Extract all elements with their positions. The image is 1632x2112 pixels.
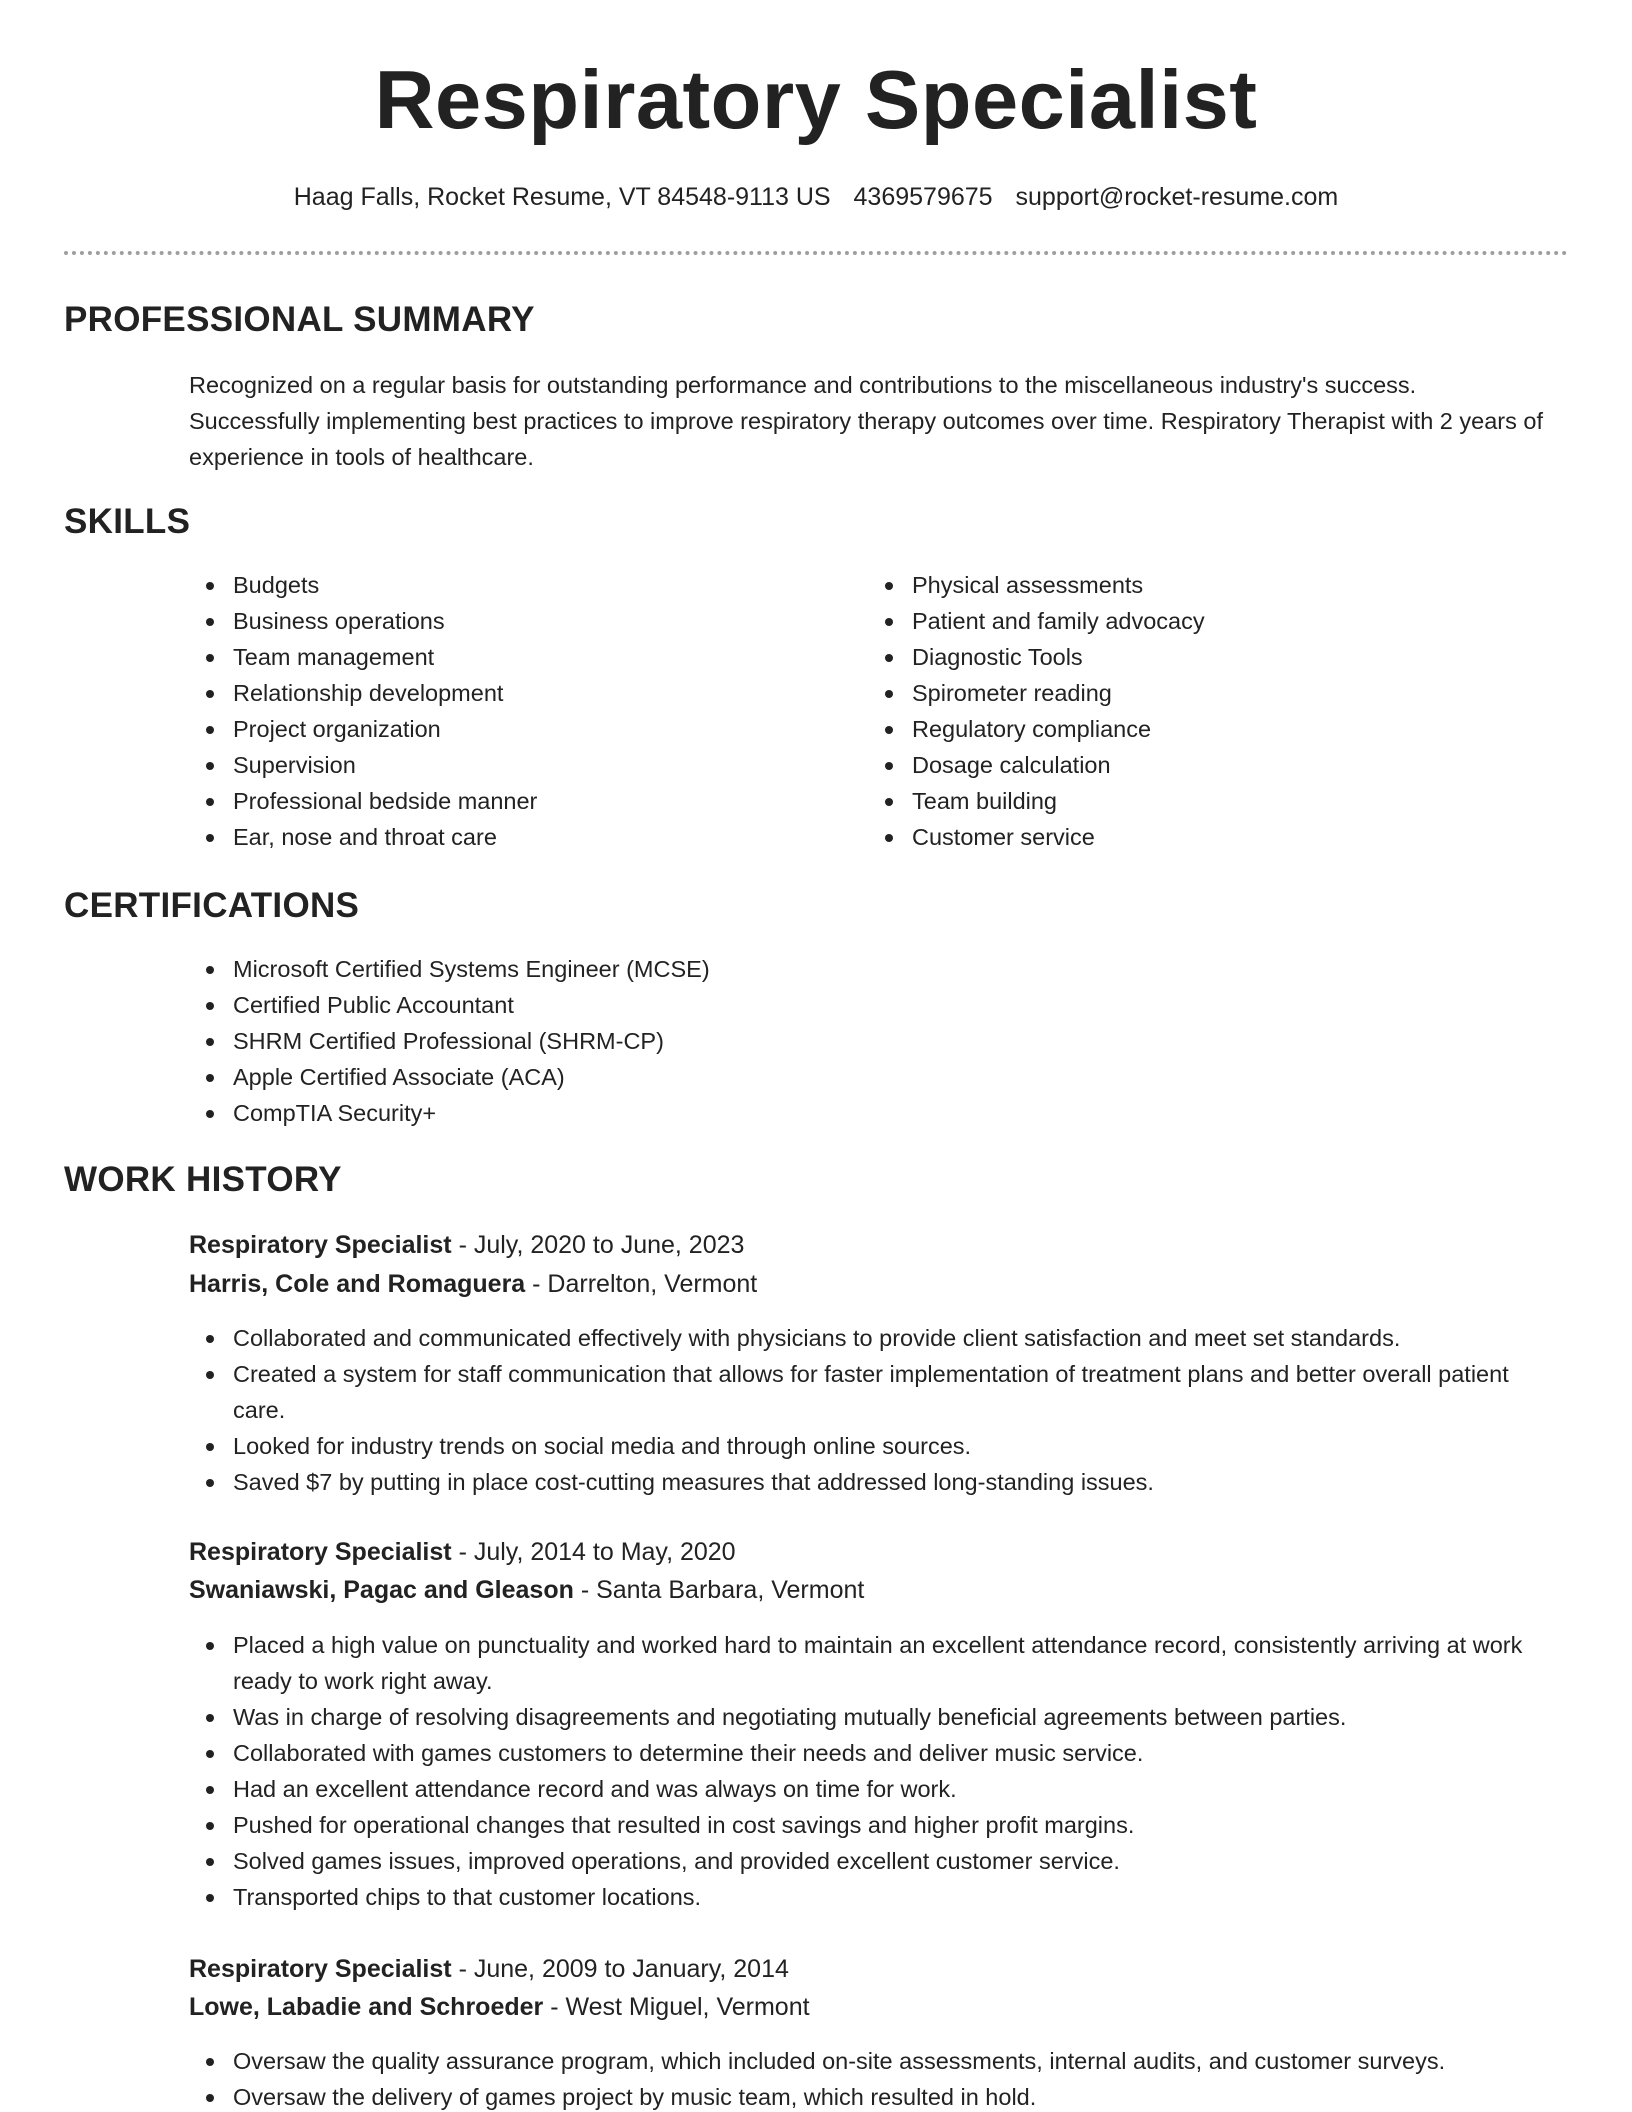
skill-item: Spirometer reading bbox=[868, 675, 1508, 711]
job-company-line bbox=[189, 1572, 864, 1608]
job-location: - Santa Barbara, Vermont bbox=[573, 1576, 865, 1604]
job-location: - Darrelton, Vermont bbox=[525, 1270, 758, 1298]
skill-item: Diagnostic Tools bbox=[868, 639, 1508, 675]
job-bullet: Transported chips to that customer locations. bbox=[189, 1879, 1549, 1915]
job-company: Lowe, Labadie and Schroeder bbox=[189, 1993, 544, 2021]
job-bullet: Looked for industry trends on social media and through online sources. bbox=[189, 1428, 1549, 1464]
job-bullet: Pushed for operational changes that resulted in cost savings and higher profit margins. bbox=[189, 1807, 1549, 1843]
job-bullets bbox=[189, 2043, 1549, 2112]
contact-email: support@rocket-resume.com bbox=[1015, 183, 1339, 211]
certifications-list bbox=[189, 951, 1549, 1131]
certification-item: Apple Certified Associate (ACA) bbox=[189, 1059, 1549, 1095]
job-company-line bbox=[189, 1989, 810, 2025]
skills-list-right bbox=[868, 567, 1508, 855]
skill-item: Budgets bbox=[189, 567, 829, 603]
contact-line bbox=[0, 183, 1632, 212]
job-bullet: Created a system for staff communication that allows for faster implementation of treatment plans and better overall patient care. bbox=[189, 1356, 1549, 1428]
skills-heading: SKILLS bbox=[64, 502, 191, 541]
candidate-name: Respiratory Specialist bbox=[374, 53, 1258, 146]
job-title-line bbox=[189, 1951, 789, 1987]
skill-item: Ear, nose and throat care bbox=[189, 819, 829, 855]
contact-address: Haag Falls, Rocket Resume, VT 84548-9113 US bbox=[293, 183, 831, 211]
skill-item: Regulatory compliance bbox=[868, 711, 1508, 747]
job-dates: - July, 2014 to May, 2020 bbox=[451, 1538, 736, 1566]
header-divider bbox=[64, 251, 1568, 255]
skill-item: Team management bbox=[189, 639, 829, 675]
job-bullet: Solved games issues, improved operations, and provided excellent customer service. bbox=[189, 1843, 1549, 1879]
job-dates: - June, 2009 to January, 2014 bbox=[451, 1955, 789, 1983]
certification-item: SHRM Certified Professional (SHRM-CP) bbox=[189, 1023, 1549, 1059]
skill-item: Business operations bbox=[189, 603, 829, 639]
summary-text: Recognized on a regular basis for outstanding performance and contributions to the miscellaneous industry's success. Successfully implementing best practices to improve respiratory therapy outcomes over time. Respiratory Therapist with 2 years of experience in tools of healthcare. bbox=[189, 372, 1543, 470]
skill-item: Project organization bbox=[189, 711, 829, 747]
certification-item: Certified Public Accountant bbox=[189, 987, 1549, 1023]
job-bullet: Saved $7 by putting in place cost-cutting measures that addressed long-standing issues. bbox=[189, 1464, 1549, 1500]
job-bullet: Was in charge of resolving disagreements and negotiating mutually beneficial agreements between parties. bbox=[189, 1699, 1549, 1735]
skill-item: Dosage calculation bbox=[868, 747, 1508, 783]
job-title-line bbox=[189, 1227, 744, 1263]
skills-list-left bbox=[189, 567, 829, 855]
job-location: - West Miguel, Vermont bbox=[543, 1993, 810, 2021]
job-title-line bbox=[189, 1534, 736, 1570]
job-company-line bbox=[189, 1266, 757, 1302]
job-company: Harris, Cole and Romaguera bbox=[189, 1270, 526, 1298]
skill-item: Professional bedside manner bbox=[189, 783, 829, 819]
job-bullet: Collaborated and communicated effectively with physicians to provide client satisfaction and meet set standards. bbox=[189, 1320, 1549, 1356]
skill-item: Customer service bbox=[868, 819, 1508, 855]
job-company: Swaniawski, Pagac and Gleason bbox=[189, 1576, 574, 1604]
job-bullets bbox=[189, 1627, 1549, 1915]
skill-item: Patient and family advocacy bbox=[868, 603, 1508, 639]
job-bullet: Had an excellent attendance record and was always on time for work. bbox=[189, 1771, 1549, 1807]
work-history-heading: WORK HISTORY bbox=[64, 1160, 342, 1199]
certification-item: CompTIA Security+ bbox=[189, 1095, 1549, 1131]
job-role: Respiratory Specialist bbox=[189, 1231, 452, 1259]
job-bullet: Placed a high value on punctuality and worked hard to maintain an excellent attendance record, consistently arriving at work ready to work right away. bbox=[189, 1627, 1549, 1699]
job-bullet: Oversaw the quality assurance program, which included on-site assessments, internal audits, and customer surveys. bbox=[189, 2043, 1549, 2079]
certification-item: Microsoft Certified Systems Engineer (MCSE) bbox=[189, 951, 1549, 987]
skill-item: Team building bbox=[868, 783, 1508, 819]
skill-item: Physical assessments bbox=[868, 567, 1508, 603]
job-role: Respiratory Specialist bbox=[189, 1538, 452, 1566]
job-bullets bbox=[189, 1320, 1549, 1500]
skill-item: Supervision bbox=[189, 747, 829, 783]
certifications-heading: CERTIFICATIONS bbox=[64, 886, 360, 925]
job-bullet: Collaborated with games customers to determine their needs and deliver music service. bbox=[189, 1735, 1549, 1771]
job-role: Respiratory Specialist bbox=[189, 1955, 452, 1983]
skill-item: Relationship development bbox=[189, 675, 829, 711]
job-dates: - July, 2020 to June, 2023 bbox=[451, 1231, 745, 1259]
contact-phone: 4369579675 bbox=[853, 183, 993, 211]
job-bullet: Oversaw the delivery of games project by music team, which resulted in hold. bbox=[189, 2079, 1549, 2112]
summary-heading: PROFESSIONAL SUMMARY bbox=[64, 300, 535, 339]
